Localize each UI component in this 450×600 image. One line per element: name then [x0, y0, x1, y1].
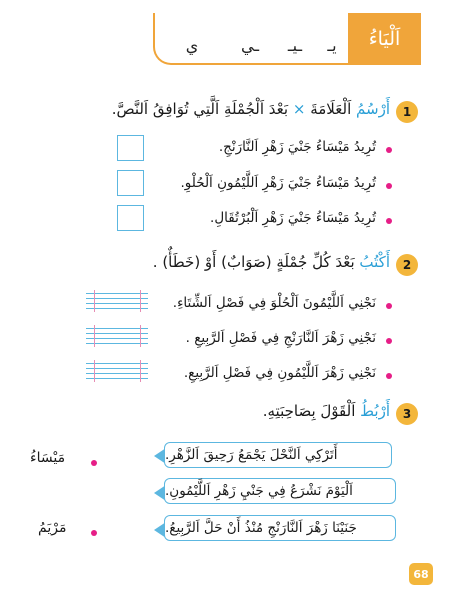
- bullet-icon: [386, 338, 392, 344]
- section-2-verb: أَكْتُبُ: [359, 253, 390, 271]
- bullet-icon: [386, 303, 392, 309]
- bullet-icon[interactable]: [91, 530, 97, 536]
- speech-bubble-2[interactable]: [164, 478, 396, 504]
- letter-final: ـي: [240, 36, 260, 55]
- bubble-2-text: اَلْيَوْمَ نَشْرَعُ فِي جَنْيِ زَهْرِ اَللَّيْمُونِ.: [165, 483, 353, 499]
- section-2-number: 2: [396, 254, 418, 276]
- s2-sentence-2: نَجْنِي زَهْرَ اَلنَّارَنْجِ فِي فَصْلِ اَلرَّبِيعِ .: [185, 330, 376, 346]
- bubble-3-text: جَنَيْنَا زَهْرَ اَلنَّارَنْجِ مُنْذُ أَنْ حَلَّ اَلرَّبِيعُ.: [165, 520, 357, 536]
- s2-writing-lines-1[interactable]: [86, 290, 148, 312]
- bullet-icon: [386, 183, 392, 189]
- section-1-number: 1: [396, 101, 418, 123]
- x-mark-icon: ×: [292, 100, 306, 118]
- s1-sentence-2: تُرِيدُ مَيْسَاءُ جَنْيَ زَهْرِ اَللَّيْمُونِ اَلْحُلْوِ.: [180, 175, 376, 191]
- letter-medial: ـيـ: [287, 36, 303, 55]
- page-number: 68: [409, 563, 433, 585]
- section-3-instruction: [263, 402, 390, 420]
- section-3-verb: أَرْبُطُ: [360, 402, 390, 420]
- name-maryam: مَرْيَمُ: [38, 520, 67, 536]
- name-maysaa: مَيْسَاءُ: [30, 450, 66, 466]
- header-title: اَلْيَاءُ: [348, 13, 421, 65]
- section-3-number: 3: [396, 403, 418, 425]
- section-2-instruction: [153, 253, 390, 271]
- letter-isolated: ي: [185, 36, 199, 55]
- section-1-text-b: بَعْدَ اَلْجُمْلَةِ اَلَّتِي تُوَافِقُ اَلنَّصَّ.: [111, 100, 289, 118]
- s2-sentence-3: نَجْنِي زَهْرَ اَللَّيْمُونِ فِي فَصْلِ اَلرَّبِيعِ.: [183, 365, 376, 381]
- speech-bubble-1[interactable]: [164, 442, 392, 468]
- bullet-icon: [386, 147, 392, 153]
- bullet-icon: [386, 373, 392, 379]
- section-1-verb: أَرْسُمُ: [356, 100, 390, 118]
- section-3-text: اَلْقَوْلَ بِصَاحِبَتِهِ.: [262, 402, 356, 420]
- bullet-icon[interactable]: [91, 460, 97, 466]
- bubble-1-text: أَتَرْكِي اَلنَّحْلَ يَجْمَعُ رَحِيقَ اَلزَّهْرِ.: [165, 447, 338, 463]
- section-1-text-a: اَلْعَلَامَةَ: [310, 100, 352, 118]
- s1-sentence-1: تُرِيدُ مَيْسَاءُ جَنْيَ زَهْرِ اَلنَّارَنْجِ.: [218, 139, 376, 155]
- section-2-text: بَعْدَ كُلِّ جُمْلَةٍ (صَوَابٌ) أَوْ (خَطَأٌ) .: [152, 253, 355, 271]
- s2-writing-lines-2[interactable]: [86, 325, 148, 347]
- s2-writing-lines-3[interactable]: [86, 360, 148, 382]
- section-1-instruction: [112, 100, 390, 118]
- s2-sentence-1: نَجْنِي اَللَّيْمُونَ اَلْحُلْوَ فِي فَصْلِ اَلشِّتَاءِ.: [172, 295, 376, 311]
- s1-sentence-3: تُرِيدُ مَيْسَاءُ جَنْيَ زَهْرِ اَلْبُرْتُقَالِ.: [210, 210, 376, 226]
- s1-checkbox-1[interactable]: [117, 135, 144, 161]
- letter-initial: يـ: [327, 36, 337, 55]
- speech-bubble-3[interactable]: [164, 515, 396, 541]
- s1-checkbox-2[interactable]: [117, 170, 144, 196]
- s1-checkbox-3[interactable]: [117, 205, 144, 231]
- bullet-icon: [386, 218, 392, 224]
